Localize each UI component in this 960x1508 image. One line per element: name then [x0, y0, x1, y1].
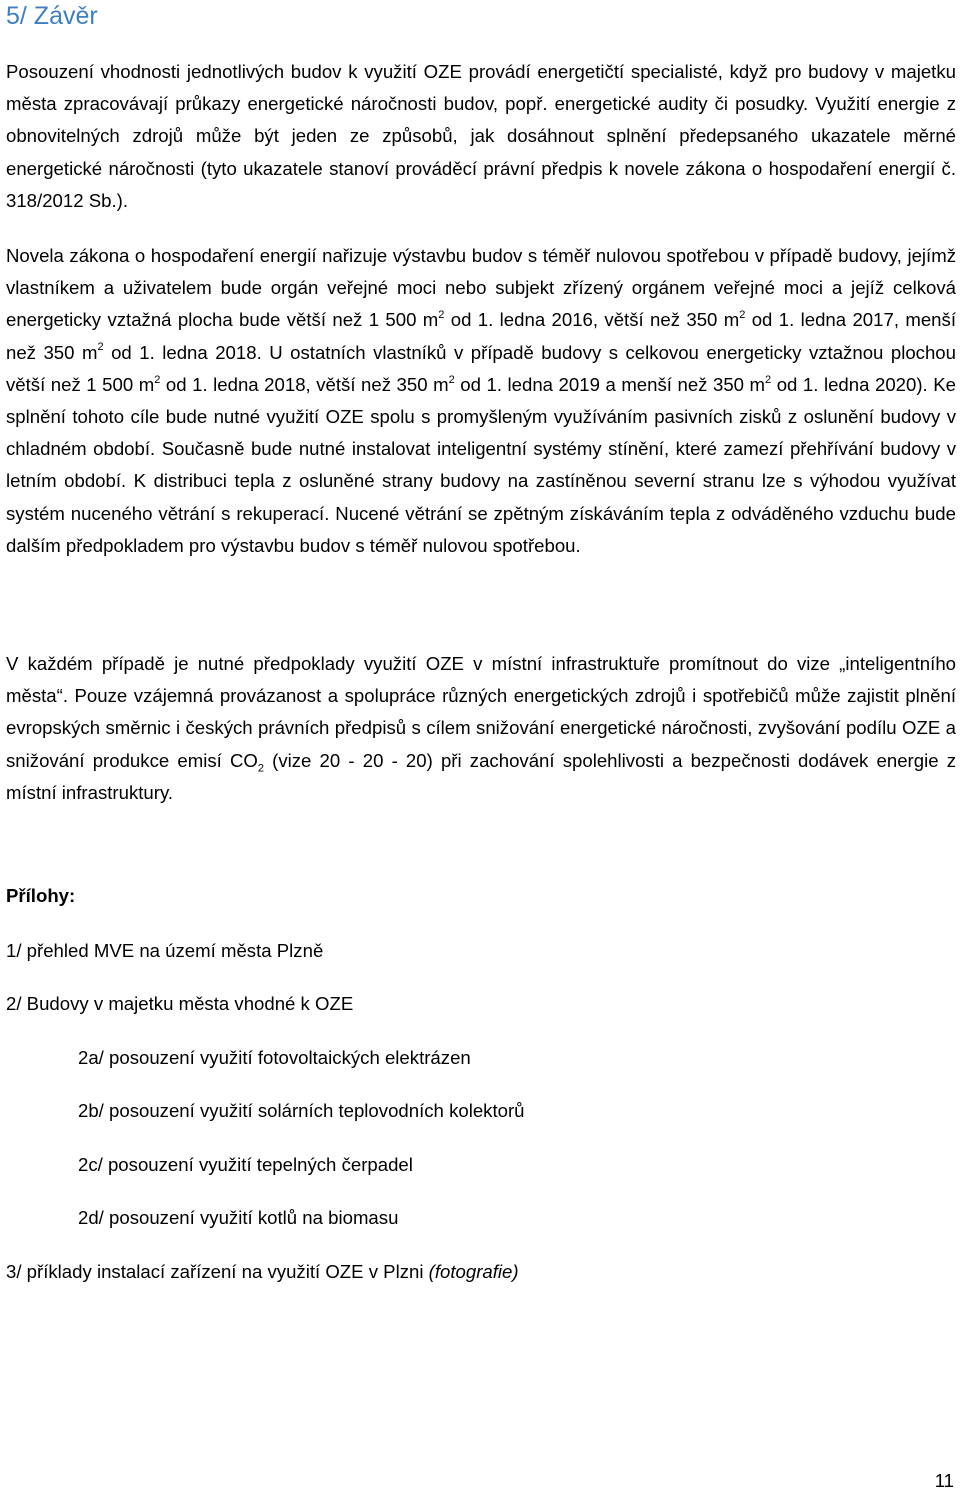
page-number: 11: [934, 1470, 954, 1491]
appendix-item-2: 2/ Budovy v majetku města vhodné k OZE: [6, 993, 354, 1014]
superscript: 2: [448, 373, 455, 386]
text-span: od 1. ledna 2017, menší než 350 m: [6, 309, 956, 363]
appendices-title: Přílohy:: [6, 885, 76, 906]
text-span: od 1. ledna 2018. U ostatních vlastníků v případě budovy s celkovou energeticky vztažnou plochou větší než 1 500 m: [6, 341, 956, 395]
paragraph-vision: [6, 648, 956, 809]
text-span: od 1. ledna 2020). Ke splnění tohoto cíle bude nutné využití OZE spolu s promyšleným využíváním pasivních zisků z oslunění budovy v chladném období. Současně bude nutné instalovat inteligentní systémy stínění, které zamezí přehřívání budovy v letním období. K distribuci tepla z osluněné strany budovy na zastíněnou severní stranu lze s výhodou využívat systém nuceného větrání s rekuperací. Nucené větrání se zpětným získáváním tepla z odváděného vzduchu bude dalším předpokladem pro výstavbu budov s téměř nulovou spotřebou.: [6, 373, 956, 556]
text-span: od 1. ledna 2019 a menší než 350 m: [454, 373, 766, 395]
paragraph-intro: Posouzení vhodnosti jednotlivých budov k využití OZE provádí energetičtí specialisté, když pro budovy v majetku města zpracovávají průkazy energetické náročnosti budov, popř. energetické audity či posudky. Využití energie z obnovitelných zdrojů může být jeden ze způsobů, jak dosáhnout splnění předepsaného ukazatele měrné energetické náročnosti (tyto ukazatele stanoví prováděcí právní předpis k novele zákona o hospodaření energií č. 318/2012 Sb.).: [6, 61, 956, 211]
appendix-item-2c: 2c/ posouzení využití tepelných čerpadel: [78, 1154, 413, 1175]
superscript: 2: [97, 341, 104, 354]
appendix-item-2a: 2a/ posouzení využití fotovoltaických elektrázen: [78, 1047, 471, 1068]
text-span: od 1. ledna 2018, větší než 350 m: [160, 373, 449, 395]
appendix-item-2b: 2b/ posouzení využití solárních teplovodních kolektorů: [78, 1100, 525, 1121]
paragraph-novela: [6, 240, 956, 562]
appendix-item-3-text: 3/ příklady instalací zařízení na využití OZE v Plzni: [6, 1261, 429, 1282]
superscript: 2: [765, 373, 772, 386]
section-heading: 5/ Závěr: [6, 2, 98, 30]
appendix-item-1: 1/ přehled MVE na území města Plzně: [6, 940, 324, 961]
text-span: (vize 20 - 20 - 20) při zachování spolehlivosti a bezpečnosti dodávek energie z místní infrastruktury.: [6, 749, 957, 803]
superscript: 2: [154, 373, 161, 386]
appendix-item-3-note: (fotografie): [428, 1261, 519, 1282]
text-span: V každém případě je nutné předpoklady využití OZE v místní infrastruktuře promítnout do vize „inteligentního města“. Pouze vzájemná provázanost a spolupráce různých energetických zdrojů i spotřebičů může zajistit plnění evropských směrnic i českých právních předpisů s cílem snižování energetické náročnosti, zvyšování podílu OZE a snižování produkce emisí CO: [6, 653, 956, 771]
text-span: Novela zákona o hospodaření energií nařizuje výstavbu budov s téměř nulovou spotřebou v případě budovy, jejímž vlastníkem a uživatelem bude orgán veřejné moci nebo subjekt zřízený orgánem veřejné moci a jejíž celková energeticky vztažná plocha bude větší než 1 500 m: [6, 245, 956, 331]
subscript: 2: [257, 762, 264, 775]
superscript: 2: [438, 309, 445, 322]
text-span: od 1. ledna 2016, větší než 350 m: [444, 309, 740, 331]
appendix-item-2d: 2d/ posouzení využití kotlů na biomasu: [78, 1207, 399, 1228]
superscript: 2: [739, 309, 746, 322]
appendix-item-3: [6, 1261, 519, 1283]
